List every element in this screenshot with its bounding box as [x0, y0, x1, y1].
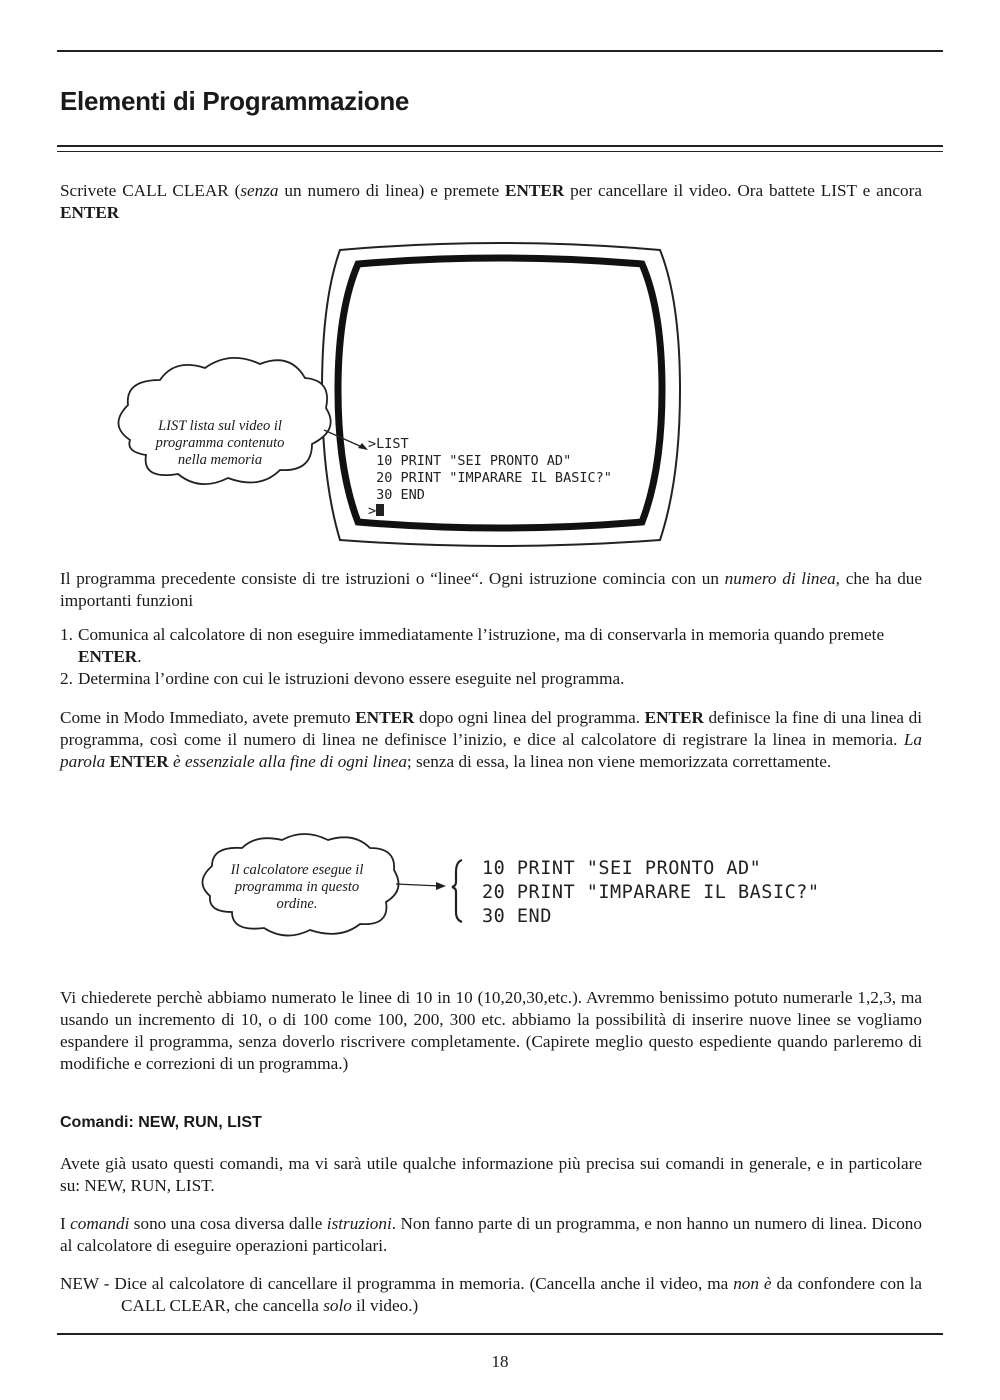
bubble-arrow-line-2: [396, 884, 440, 886]
new-def-term: NEW -: [60, 1274, 110, 1293]
paragraph-4: Vi chiederete perchè abbiamo numerato le linee di 10 in 10 (10,20,30,etc.). Avremmo benissimo potuto numerarle 1,2,3, ma usando un incremento di 10, o di 100 come 100, 200, 300 etc. abbiamo la possibilità di inserire nuove linee se vogliamo espandere il programma, senza doverlo riscrivere completamente. (Capirete meglio questo espediente quando parleremo di modifiche e correzioni di un programma.): [60, 988, 922, 1073]
para3-text-7: ENTER: [109, 752, 169, 771]
intro-text-2: senza: [240, 181, 279, 200]
screen-line-5: [368, 503, 384, 519]
list-1-text-2: ENTER: [78, 647, 138, 666]
para6-text-1: I: [60, 1214, 71, 1233]
new-def-text-5: il video.): [351, 1296, 419, 1315]
intro-text-1: Scrivete CALL CLEAR (: [60, 181, 241, 200]
title-rule-2: [57, 151, 943, 152]
figure1-bubble-text: LIST lista sul video il programma contenuto nella memoria: [155, 418, 285, 468]
bubble-arrow-head-2: [436, 882, 446, 890]
para6-text-4: istruzioni: [326, 1214, 392, 1233]
top-rule: [57, 50, 943, 52]
paragraph-3: [60, 707, 922, 773]
screen-prompt: >: [368, 503, 377, 519]
code-line-2: 20 PRINT "IMPARARE IL BASIC?": [482, 882, 820, 903]
para6-text-3: sono una cosa diversa dalle: [129, 1214, 327, 1233]
para2-text-2: numero di linea,: [724, 569, 840, 588]
list-1-text-1: Comunica al calcolatore di non eseguire immediatamente l’istruzione, ma di conservarla in memoria quando premete: [78, 625, 885, 644]
new-def-text-1: Dice al calcolatore di cancellare il programma in memoria. (Cancella anche il video, ma: [109, 1274, 734, 1293]
para2-text-3: che ha due importanti funzioni: [60, 569, 923, 610]
new-command-definition: [60, 1273, 922, 1317]
para3-text-1: Come in Modo Immediato, avete premuto: [60, 708, 356, 727]
list-item-2: [60, 668, 922, 690]
list-1-text-3: .: [137, 647, 142, 666]
page-number: 18: [491, 1352, 509, 1371]
para3-text-3: dopo ogni linea del programma.: [414, 708, 645, 727]
intro-text-4: ENTER: [505, 181, 565, 200]
paragraph-6: [60, 1213, 922, 1257]
cursor-block: [376, 504, 384, 516]
list-number-2: 2.: [60, 669, 73, 688]
intro-text-6: ENTER: [60, 203, 120, 222]
figure2-bubble-text: Il calcolatore esegue il programma in questo ordine.: [230, 862, 364, 912]
para3-text-6: La parola: [60, 730, 922, 771]
intro-paragraph: [60, 180, 922, 224]
paragraph-2: [60, 568, 922, 612]
page-title: Elementi di Programmazione: [60, 86, 410, 116]
bottom-rule: [57, 1333, 943, 1335]
curly-brace: [452, 860, 462, 922]
para6-text-5: . Non fanno parte di un programma, e non hanno un numero di linea. Dicono al calcolatore di eseguire operazioni particolari.: [60, 1214, 922, 1255]
para3-text-5: definisce la fine di una linea di programma, così come il numero di linea ne definisce l’inizio, e dice al calcolatore di registrare la linea in memoria.: [60, 708, 922, 749]
title-rule-1: [57, 145, 943, 147]
list-number-1: 1.: [60, 625, 73, 644]
paragraph-5: Avete già usato questi comandi, ma vi sarà utile qualche informazione più precisa sui comandi in generale, e in particolare su: NEW, RUN, LIST.: [60, 1154, 922, 1195]
para2-text-1: Il programma precedente consiste di tre istruzioni o “linee“. Ogni istruzione comincia con un: [60, 569, 725, 588]
screen-line-4: 30 END: [368, 487, 425, 503]
new-def-text-3: da confondere con la CALL CLEAR, che cancella: [121, 1274, 923, 1315]
code-line-3: 30 END: [482, 906, 552, 927]
screen-line-1: >LIST: [368, 436, 409, 452]
new-def-text-4: solo: [323, 1296, 352, 1315]
para3-text-4: ENTER: [644, 708, 704, 727]
new-def-text-2: non è: [733, 1274, 772, 1293]
para3-text-2: ENTER: [355, 708, 415, 727]
intro-text-3: un numero di linea) e premete: [278, 181, 506, 200]
code-line-1: 10 PRINT "SEI PRONTO AD": [482, 858, 762, 879]
para3-text-9: ; senza di essa, la linea non viene memorizzata correttamente.: [406, 752, 832, 771]
screen-line-2: 10 PRINT "SEI PRONTO AD": [368, 453, 572, 469]
section-subheading: Comandi: NEW, RUN, LIST: [60, 1114, 262, 1131]
para6-text-2: comandi: [70, 1214, 130, 1233]
list-2-text-1: Determina l’ordine con cui le istruzioni devono essere eseguite nel programma.: [78, 669, 625, 688]
para3-text-8: è essenziale alla fine di ogni linea: [168, 752, 407, 771]
figure-tv-illustration: [100, 240, 700, 560]
screen-line-3: 20 PRINT "IMPARARE IL BASIC?": [368, 470, 612, 486]
intro-text-5: per cancellare il video. Ora battete LIST e ancora: [564, 181, 922, 200]
list-item-1: [60, 624, 922, 668]
